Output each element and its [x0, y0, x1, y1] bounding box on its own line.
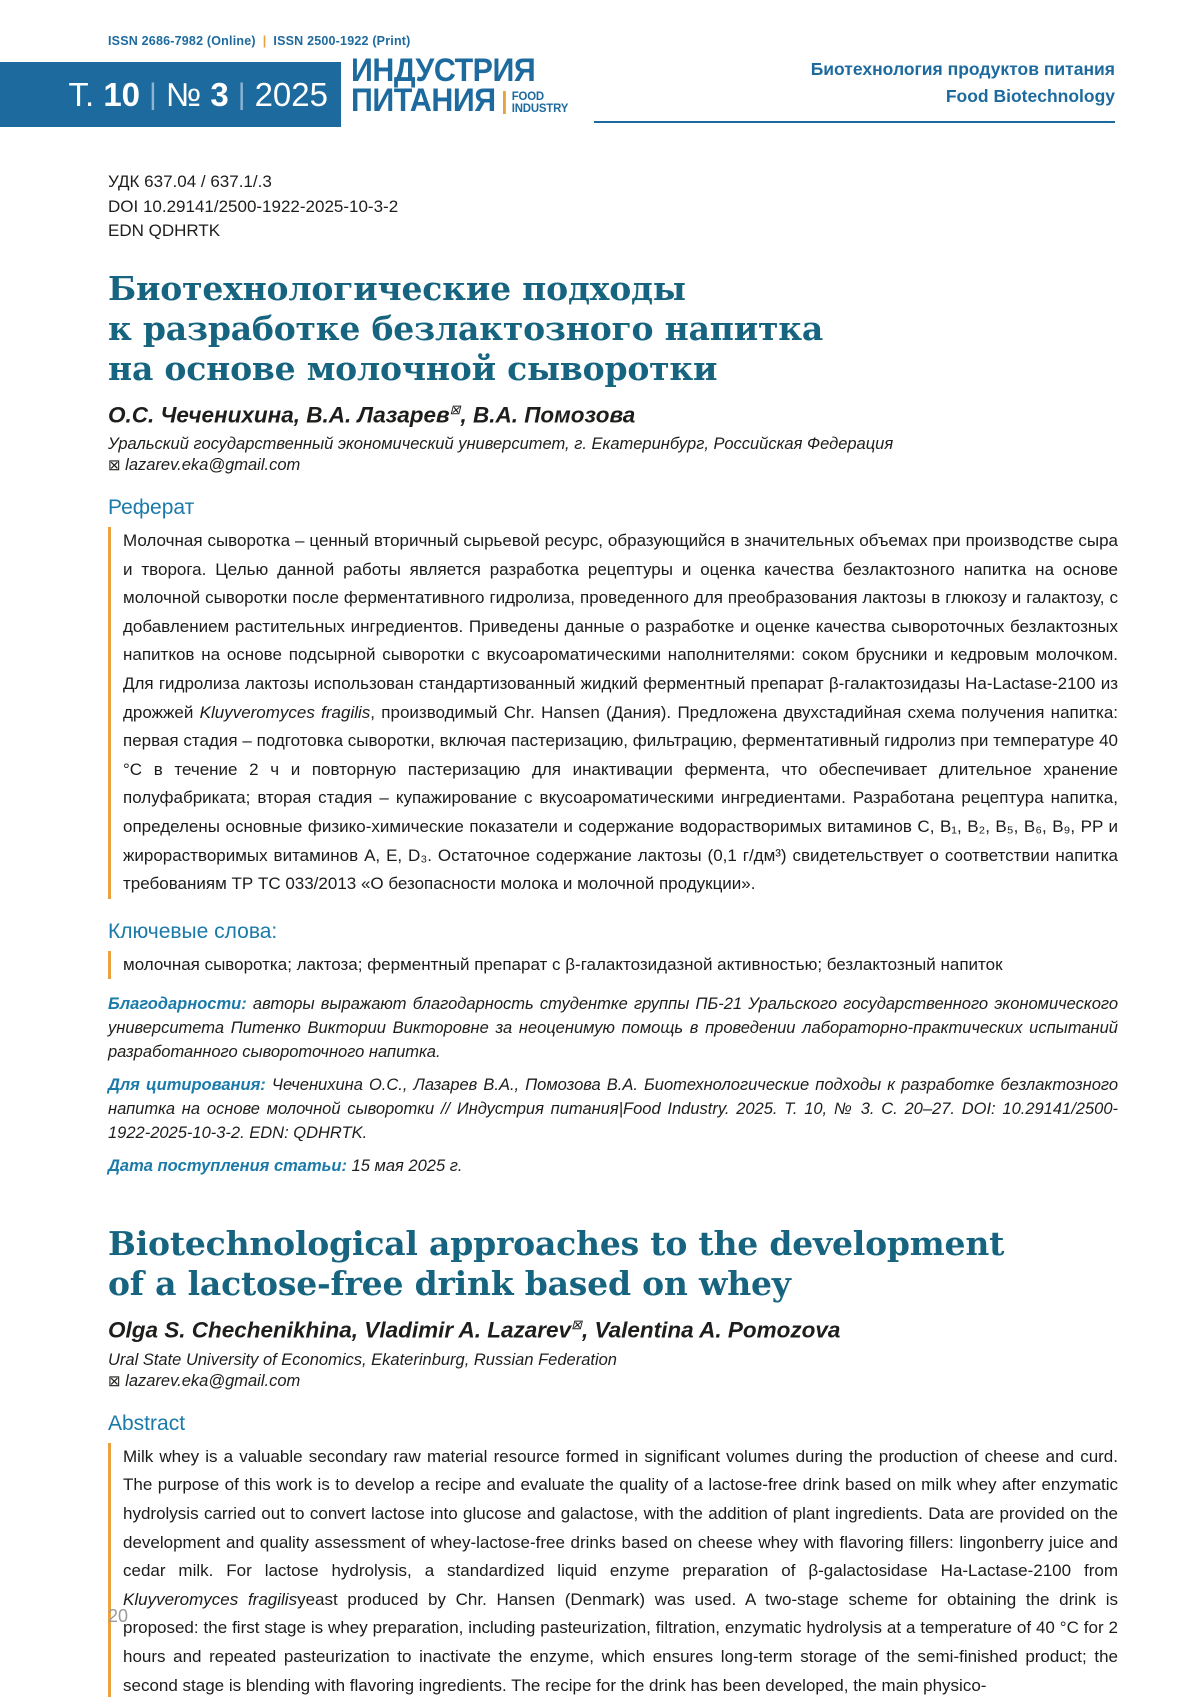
article-content — [108, 170, 1118, 1697]
journal-title-ru-line2: ПИТАНИЯ — [351, 82, 496, 118]
edn: EDN QDHRTK — [108, 221, 221, 240]
issn-print: ISSN 2500-1922 (Print) — [273, 34, 411, 48]
envelope-icon: ⊠ — [108, 457, 121, 474]
header-divider — [594, 121, 1115, 123]
journal-title-ru-line1: ИНДУСТРИЯ — [351, 52, 536, 88]
abstract-en: Milk whey is a valuable secondary raw material resource formed in significant volumes during the production of cheese and curd. The purpose of this work is to develop a recipe and evaluate the quality of a lactose-free drink based on milk whey after enzymatic hydrolysis carried out to convert lactose into glucose and galactose, with the addition of plant ingredients. Data are provided on the development and quality assessment of whey-lactose-free drinks based on cheese whey with flavoring fillers: lingonberry juice and cedar milk. For lactose hydrolysis, a standardized liquid enzyme preparation of β-galactosidase Ha-Lactase-2100 from Kluyveromyces fragilisyeast produced by Chr. Hansen (Denmark) was used. A two-stage scheme for obtaining the drink is proposed: the first stage is whey preparation, including pasteurization, filtration, enzymatic hydrolysis at a temperature of 40 °C for 2 hours and repeated pasteurization to inactivate the enzyme, which ensures long-term storage of the semi-finished product; the second stage is blending with flavoring ingredients. The recipe for the drink has been developed, the main physico- — [108, 1443, 1118, 1697]
envelope-icon: ⊠ — [108, 1372, 121, 1390]
volume-banner — [0, 62, 341, 127]
journal-logo — [351, 52, 569, 118]
year: 2025 — [254, 75, 328, 113]
abstract-heading-en: Abstract — [108, 1411, 186, 1435]
section-name-ru: Биотехнология продуктов питания — [810, 59, 1115, 79]
affiliation-en: Ural State University of Economics, Ekaterinburg, Russian Federation — [108, 1350, 617, 1369]
issue-number: 3 — [210, 75, 229, 113]
volume-number: 10 — [103, 75, 141, 113]
issn-separator: | — [262, 34, 267, 48]
citation: Для цитирования: Чеченихина О.С., Лазарев В.А., Помозова В.А. Биотехнологические подходы к разработке безлактозного напитка на основе молочной сыворотки // Индустрия питания|Food Industry. 2025. Т. 10, № 3. С. 20–27. DOI: 10.29141/2500-1922-2025-10-3-2. EDN: QDHRTK. — [108, 1076, 1118, 1143]
abstract-ru: Молочная сыворотка – ценный вторичный сырьевой ресурс, образующийся в значительных объемах при производстве сыра и творога. Целью данной работы является разработка рецептуры и оценка качества безлактозного напитка на основе молочной сыворотки после ферментативного гидролиза, проведенного для преобразования лактозы в глюкозу и галактозу, с добавлением растительных ингредиентов. Приведены данные о разработке и оценке качества сывороточных безлактозных напитков на основе подсырной сыворотки с вкусоароматическими наполнителями: соком брусники и кедровым молочком. Для гидролиза лактозы использован стандартизованный жидкий ферментный препарат β-галактозидазы Ha-Lactase-2100 из дрожжей Kluyveromyces fragilis, производимый Chr. Hansen (Дания). Предложена двухстадийная схема получения напитка: первая стадия – подготовка сыворотки, включая пастеризацию, фильтрацию, ферментативный гидролиз при температуре 40 °C в течение 2 ч и повторную пастеризацию для инактивации фермента, что обеспечивает длительное хранение полуфабриката; вторая стадия – купажирование с вкусоароматическими ингредиентами. Разработана рецептура напитка, определены основные физико-химические показатели и содержание водорастворимых витаминов C, B₁, B₂, B₅, B₆, B₉, PP и жирорастворимых витаминов A, E, D₃. Остаточное содержание лактозы (0,1 г/дм³) свидетельствует о соответствии напитка требованиям ТР ТС 033/2013 «О безопасности молока и молочной продукции». — [108, 527, 1118, 899]
page-number: 20 — [108, 1606, 129, 1626]
envelope-icon: ⊠ — [571, 1317, 582, 1333]
section-name-en: Food Biotechnology — [945, 86, 1115, 106]
banner-separator: | — [149, 77, 157, 111]
banner-separator: | — [237, 77, 246, 111]
envelope-icon: ⊠ — [449, 401, 461, 417]
received-date-label: Дата поступления статьи: — [108, 1157, 348, 1176]
acknowledgments: Благодарности: авторы выражают благодарность студентке группы ПБ-21 Уральского государственного экономического университета Питенко Виктории Викторовне за неоценимую помощь в проведении лабораторно-практических испытаний разработанного сывороточного напитка. — [108, 995, 1118, 1062]
email-link[interactable]: lazarev.eka@gmail.com — [125, 456, 301, 474]
email-link[interactable]: lazarev.eka@gmail.com — [125, 1371, 301, 1390]
article-title-en: Biotechnological approaches to the development of a lactose-free drink based on whey — [108, 1224, 1005, 1304]
species-name: Kluyveromyces fragilis — [123, 1589, 298, 1609]
species-name: Kluyveromyces fragilis — [199, 702, 371, 722]
udk: УДК 637.04 / 637.1/.3 — [108, 172, 272, 191]
issue-label: № — [165, 75, 202, 113]
authors-en: Olga S. Chechenikhina, Vladimir A. Lazarev⊠, Valentina A. Pomozova — [108, 1317, 841, 1343]
keywords-ru: молочная сыворотка; лактоза; ферментный препарат с β-галактозидазной активностью; безлактозный напиток — [108, 951, 1118, 980]
keywords-heading-ru: Ключевые слова: — [108, 919, 278, 943]
volume-label: Т. — [68, 75, 95, 113]
journal-title-en-line2: INDUSTRY — [511, 100, 569, 115]
affiliation-ru: Уральский государственный экономический университет, г. Екатеринбург, Российская Федерация — [108, 435, 894, 453]
email-line-en — [108, 1372, 1118, 1391]
issn-line — [108, 34, 411, 48]
acknowledgments-label: Благодарности: — [108, 995, 247, 1014]
journal-title-en — [503, 91, 568, 114]
journal-title-en-line1: FOOD — [511, 89, 544, 103]
doi: DOI 10.29141/2500-1922-2025-10-3-2 — [108, 196, 399, 216]
issn-online: ISSN 2686-7982 (Online) — [108, 34, 256, 48]
article-title-ru: Биотехнологические подходы к разработке безлактозного напитка на основе молочной сыворотки — [108, 268, 824, 388]
section-name — [811, 56, 1115, 110]
citation-label: Для цитирования: — [108, 1076, 266, 1095]
email-line-ru — [108, 456, 1118, 475]
authors-ru: О.С. Чеченихина, В.А. Лазарев⊠, В.А. Помозова — [108, 401, 636, 427]
received-date: Дата поступления статьи: 15 мая 2025 г. — [108, 1157, 463, 1176]
abstract-heading-ru: Реферат — [108, 496, 195, 519]
